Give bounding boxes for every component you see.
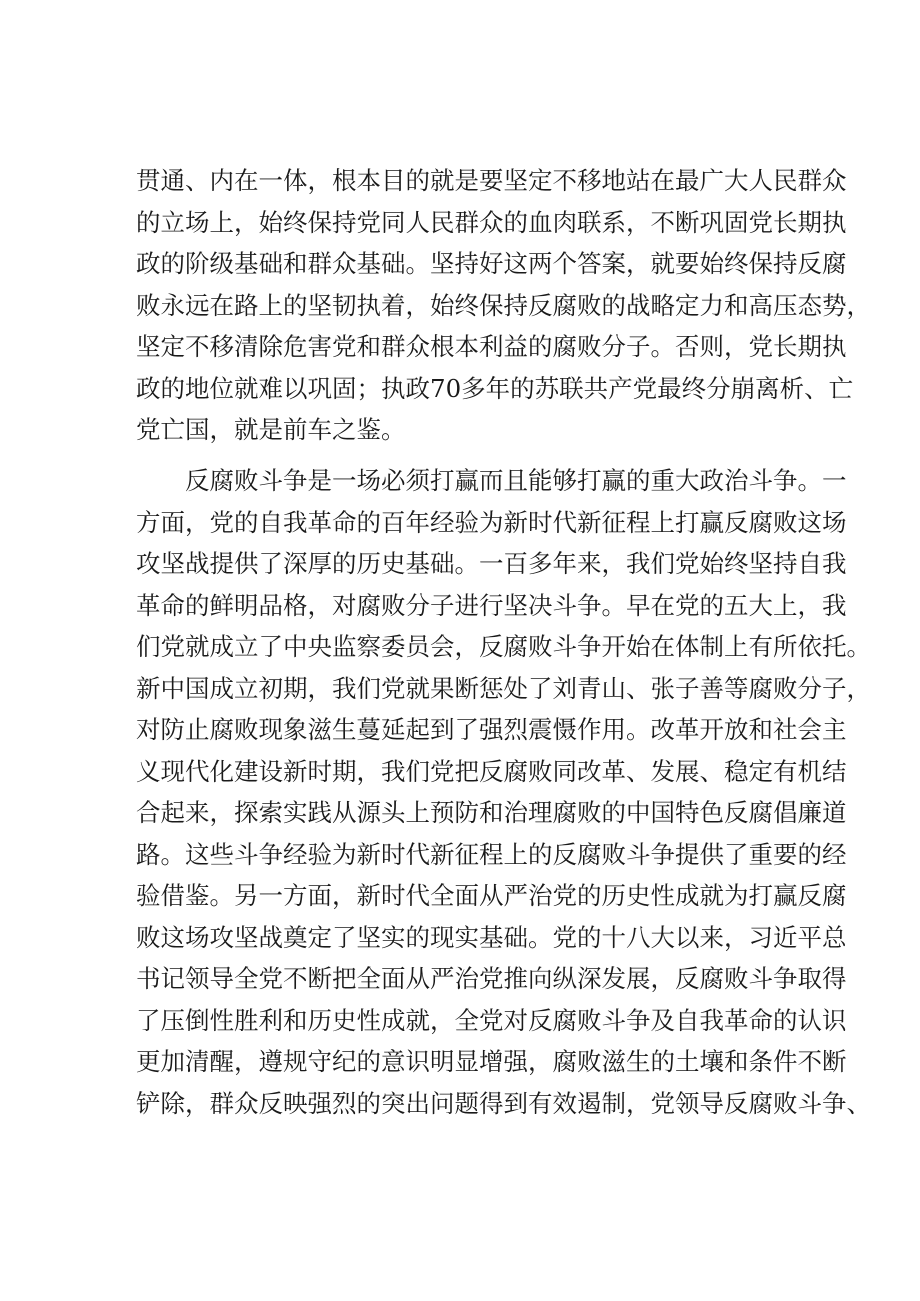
paragraph-2 (136, 460, 871, 1124)
text-line: 新中国成立初期，我们党就果断惩处了刘青山、张子善等腐败分子， (136, 673, 871, 703)
text-line: 革命的鲜明品格，对腐败分子进行坚决斗争。早在党的五大上，我 (136, 590, 847, 620)
text-line: 路。这些斗争经验为新时代新征程上的反腐败斗争提供了重要的经 (136, 839, 847, 869)
text-line: 坚定不移清除危害党和群众根本利益的腐败分子。否则，党长期执 (136, 332, 847, 361)
text-line: 们党就成立了中央监察委员会，反腐败斗争开始在体制上有所依托。 (136, 632, 871, 661)
text-line: 铲除，群众反映强烈的突出问题得到有效遏制，党领导反腐败斗争、 (136, 1088, 871, 1118)
text-line: 义现代化建设新时期，我们党把反腐败同改革、发展、稳定有机结 (136, 756, 847, 786)
text-line: 更加清醒，遵规守纪的意识明显增强，腐败滋生的土壤和条件不断 (136, 1047, 847, 1076)
text-line: 攻坚战提供了深厚的历史基础。一百多年来，我们党始终坚持自我 (136, 549, 847, 578)
text-line: 的立场上，始终保持党同人民群众的血肉联系，不断巩固党长期执 (136, 207, 847, 237)
paragraph-1 (136, 160, 871, 451)
text-line: 政的阶级基础和群众基础。坚持好这两个答案，就要始终保持反腐 (136, 249, 847, 278)
text-line: 贯通、内在一体，根本目的就是要坚定不移地站在最广大人民群众 (136, 166, 847, 195)
text-line: 党亡国，就是前车之鉴。 (136, 415, 406, 444)
text-line: 对防止腐败现象滋生蔓延起到了强烈震慑作用。改革开放和社会主 (136, 715, 847, 744)
text-line: 了压倒性胜利和历史性成就，全党对反腐败斗争及自我革命的认识 (136, 1005, 847, 1035)
text-line: 政的地位就难以巩固；执政70多年的苏联共产党最终分崩离析、亡 (136, 373, 854, 403)
text-line: 败这场攻坚战奠定了坚实的现实基础。党的十八大以来，习近平总 (136, 922, 847, 952)
text-line: 败永远在路上的坚韧执着，始终保持反腐败的战略定力和高压态势， (136, 290, 871, 320)
text-line: 方面，党的自我革命的百年经验为新时代新征程上打赢反腐败这场 (136, 507, 847, 537)
text-line: 验借鉴。另一方面，新时代全面从严治党的历史性成就为打赢反腐 (136, 881, 847, 910)
text-line: 合起来，探索实践从源头上预防和治理腐败的中国特色反腐倡廉道 (136, 798, 847, 827)
text-line: 反腐败斗争是一场必须打赢而且能够打赢的重大政治斗争。一 (185, 466, 847, 495)
text-line: 书记领导全党不断把全面从严治党推向纵深发展，反腐败斗争取得 (136, 964, 847, 993)
